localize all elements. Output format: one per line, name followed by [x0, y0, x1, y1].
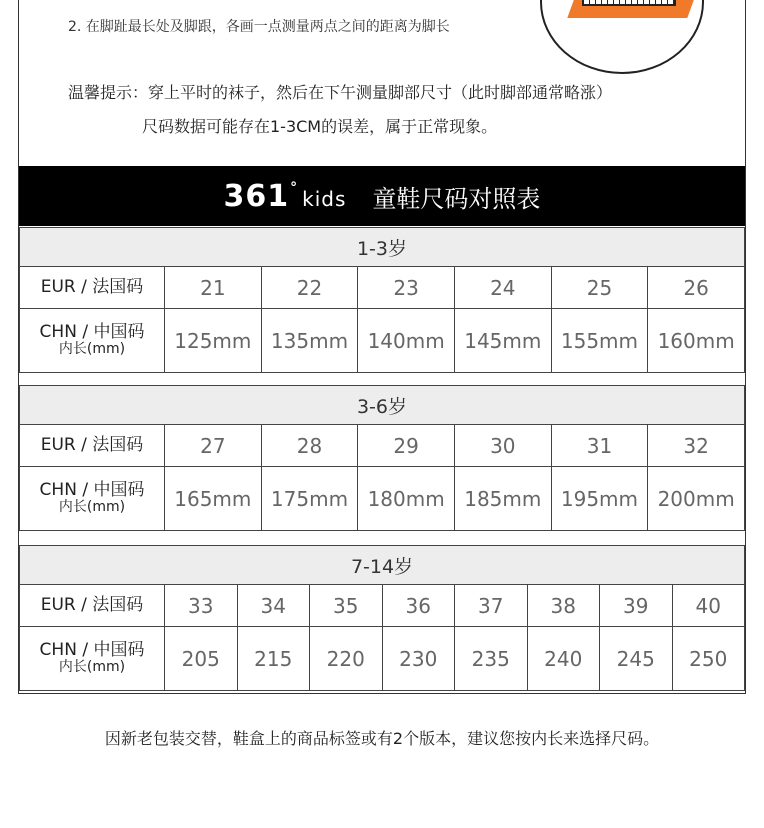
eur-label: EUR / 法国码 [20, 585, 165, 627]
eur-label: EUR / 法国码 [20, 425, 165, 467]
eur-cell: 32 [648, 425, 745, 467]
brand-kids: kids [302, 186, 347, 211]
chn-cell: 185mm [454, 467, 551, 531]
age-range: 7-14岁 [20, 546, 745, 585]
brand-number: 361 [223, 178, 290, 214]
eur-cell: 21 [165, 267, 262, 309]
chn-cell: 220 [310, 627, 383, 691]
chn-cell: 160mm [648, 309, 745, 373]
ruler-shape [582, 0, 676, 6]
eur-cell: 37 [455, 585, 528, 627]
chn-cell: 245 [600, 627, 673, 691]
chn-label-sub: 内长(mm) [58, 499, 126, 516]
chn-label [20, 627, 165, 691]
chn-label-main: CHN / 中国码 [39, 322, 145, 343]
eur-cell: 23 [358, 267, 455, 309]
chn-cell: 240 [527, 627, 600, 691]
chn-label [20, 467, 165, 531]
size-table-3 [19, 545, 745, 691]
chn-cell: 145mm [454, 309, 551, 373]
eur-cell: 34 [237, 585, 310, 627]
eur-cell: 40 [672, 585, 745, 627]
chn-cell: 205 [165, 627, 238, 691]
tip-line-1: 温馨提示：穿上平时的袜子，然后在下午测量脚部尺寸（此时脚部通常略涨） [68, 83, 613, 102]
chn-cell: 230 [382, 627, 455, 691]
eur-cell: 27 [165, 425, 262, 467]
eur-cell: 25 [551, 267, 648, 309]
eur-cell: 35 [310, 585, 383, 627]
chn-label [20, 309, 165, 373]
eur-cell: 38 [527, 585, 600, 627]
chn-cell: 195mm [551, 467, 648, 531]
chn-label-sub: 内长(mm) [58, 659, 126, 676]
eur-cell: 26 [648, 267, 745, 309]
size-table-2 [19, 385, 745, 531]
eur-label: EUR / 法国码 [20, 267, 165, 309]
chn-cell: 200mm [648, 467, 745, 531]
age-range: 3-6岁 [20, 386, 745, 425]
chn-cell: 250 [672, 627, 745, 691]
eur-cell: 39 [600, 585, 673, 627]
eur-cell: 22 [261, 267, 358, 309]
eur-cell: 28 [261, 425, 358, 467]
eur-cell: 30 [454, 425, 551, 467]
age-range: 1-3岁 [20, 228, 745, 267]
size-chart-banner [19, 166, 745, 226]
chn-cell: 165mm [165, 467, 262, 531]
eur-cell: 33 [165, 585, 238, 627]
eur-cell: 29 [358, 425, 455, 467]
chn-cell: 140mm [358, 309, 455, 373]
eur-cell: 24 [454, 267, 551, 309]
chn-cell: 235 [455, 627, 528, 691]
tip-line-2: 尺码数据可能存在1-3CM的误差，属于正常现象。 [142, 117, 498, 136]
footer-note: 因新老包装交替，鞋盒上的商品标签或有2个版本，建议您按内长来选择尺码。 [104, 729, 660, 748]
chn-cell: 180mm [358, 467, 455, 531]
size-table-1 [19, 227, 745, 373]
chn-cell: 155mm [551, 309, 648, 373]
chn-cell: 135mm [261, 309, 358, 373]
chn-cell: 125mm [165, 309, 262, 373]
eur-cell: 36 [382, 585, 455, 627]
eur-cell: 31 [551, 425, 648, 467]
chn-cell: 175mm [261, 467, 358, 531]
chn-label-sub: 内长(mm) [58, 341, 126, 358]
banner-title: 童鞋尺码对照表 [372, 184, 541, 213]
measure-step-text: 2. 在脚趾最长处及脚跟，各画一点测量两点之间的距离为脚长 [68, 19, 450, 35]
brand-degree: ° [290, 179, 299, 196]
chn-label-main: CHN / 中国码 [39, 640, 145, 661]
chn-cell: 215 [237, 627, 310, 691]
chn-label-main: CHN / 中国码 [39, 480, 145, 501]
brand-logo [224, 179, 347, 214]
